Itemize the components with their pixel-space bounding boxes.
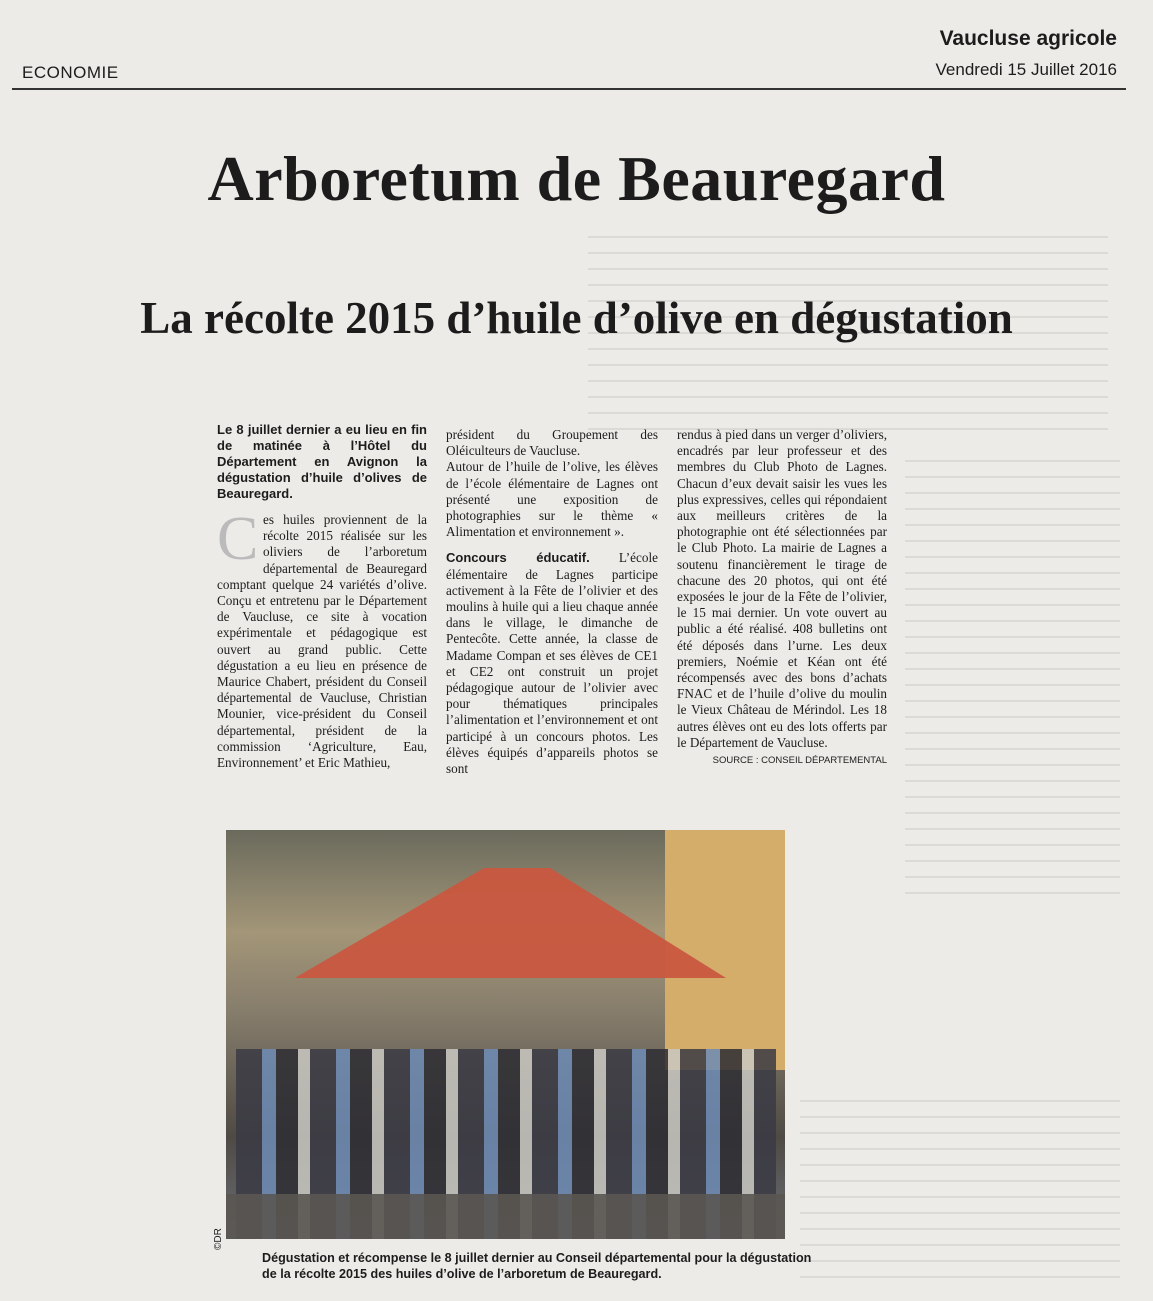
bleed-through-text <box>905 460 1120 908</box>
bleed-through-text <box>800 1100 1120 1292</box>
lead-paragraph: Le 8 juillet dernier a eu lieu en fin de matinée à l’Hôtel du Département en Avignon la dégustation d’huile d’olives de Beauregard. <box>217 422 427 501</box>
subheadline: La récolte 2015 d’huile d’olive en dégustation <box>140 293 1013 343</box>
body-paragraph: président du Groupement des Oléiculteurs de Vaucluse. <box>446 427 658 459</box>
section-label: ECONOMIE <box>22 63 119 82</box>
group-photo <box>226 830 785 1239</box>
publication-date: Vendredi 15 Juillet 2016 <box>935 60 1117 79</box>
photo-caption: Dégustation et récompense le 8 juillet dernier au Conseil départemental pour la dégustation de la récolte 2015 des huiles d’olive de l’arboretum de Beauregard. <box>262 1251 812 1281</box>
body-paragraph: Autour de l’huile de l’olive, les élèves de l’école élémentaire de Lagnes ont présenté une exposition de photographies sur le thème « Alimentation et environnement ». <box>446 459 658 540</box>
source-credit: SOURCE : CONSEIL DÉPARTEMENTAL <box>712 755 887 767</box>
header-rule <box>12 88 1126 90</box>
publication-name: Vaucluse agricole <box>939 27 1117 50</box>
body-text: L’école élémentaire de Lagnes participe activement à la Fête de l’olivier et des moulins à huile qui a lieu chaque année dans le village, le dimanche de Pentecôte. Cette année, la classe de Madame Compan et ses élèves de CE1 et CE2 ont construit un projet pédagogique autour de l’olivier avec pour thématiques principales l’alimentation et l’environnement et ont participé à un concours photos. Les élèves équipés d’appareils photos se sont <box>446 550 658 777</box>
article-column-3 <box>677 427 887 769</box>
drop-cap: C <box>217 505 259 573</box>
body-paragraph: es huiles proviennent de la récolte 2015 réalisée sur les oliviers de l’arboretum départemental de Beauregard comptant quelque 24 variétés d’olive. Conçu et entretenu par le Département de Vaucluse, ce site à vocation expérimentale et pédagogique est ouvert au grand public. Cette dégustation a eu lieu en présence de Maurice Chabert, président du Conseil départemental de Vaucluse, Christian Mounier, vice-président du Conseil départemental, président de la commission ‘Agriculture, Eau, Environnement’ et Eric Mathieu, <box>217 512 427 771</box>
article-column-1 <box>217 422 427 771</box>
parasol-shape <box>286 868 726 978</box>
headline: Arboretum de Beauregard <box>207 143 946 214</box>
photo-credit: ©DR <box>213 1228 224 1250</box>
body-paragraph <box>446 550 658 777</box>
article-column-2 <box>446 427 658 777</box>
section-subhead: Concours éducatif. <box>446 550 590 566</box>
body-paragraph: rendus à pied dans un verger d’oliviers, encadrés par leur professeur et des membres du Club Photo de Lagnes. Chacun d’eux devait saisir les vues les plus expressives, celles qui répondaient aux meilleurs critères de la photographie ont été sélectionnées par le Club Photo. La mairie de Lagnes a soutenu financièrement le tirage de chacune des 20 photos, qui ont été exposées le jour de la Fête de l’olivier, le 15 mai dernier. Un vote ouvert au public a été réalisé. 408 bulletins ont été déposés dans l’urne. Les deux premiers, Noémie et Kéan ont été récompensés avec des bons d’achats FNAC et de l’huile d’olive du moulin le Vieux Château de Mérindol. Les 18 autres élèves ont eu des lots offerts par le Département de Vaucluse. <box>677 427 887 750</box>
